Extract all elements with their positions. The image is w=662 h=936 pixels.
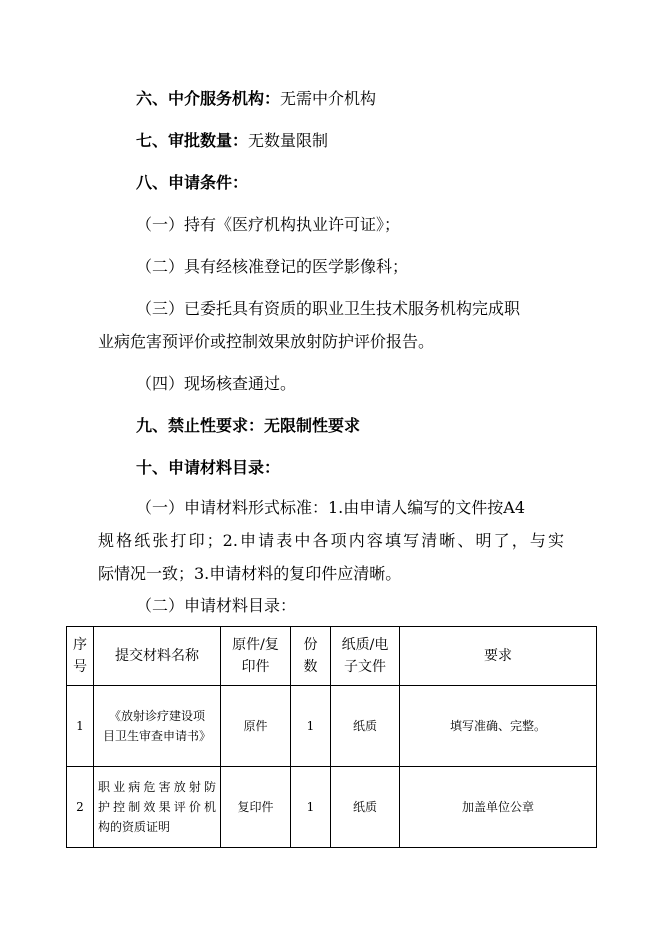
row2-req: 加盖单位公章	[400, 767, 597, 848]
condition-1: （一）持有《医疗机构执业许可证》；	[136, 215, 401, 234]
section-10-heading: 十、申请材料目录：	[136, 458, 281, 477]
row1-copies: 1	[291, 686, 331, 767]
section-6	[136, 89, 376, 109]
table-header-row	[67, 627, 597, 686]
header-req: 要求	[400, 627, 597, 686]
header-copies: 份 数	[291, 627, 331, 686]
row2-copies: 1	[291, 767, 331, 848]
row1-seq: 1	[67, 686, 94, 767]
section-7-value: 无数量限制	[248, 131, 329, 150]
materials-standard-line2: 规格纸张打印；2.申请表中各项内容填写清晰、明了，与实	[98, 531, 564, 550]
materials-standard-line3: 际情况一致；3.申请材料的复印件应清晰。	[98, 564, 402, 583]
condition-3-line1: （三）已委托具有资质的职业卫生技术服务机构完成职	[136, 299, 521, 318]
section-8-heading: 八、申请条件：	[136, 173, 249, 192]
row2-name: 职业病危害放射防 护控制效果评价机 构的资质证明	[94, 767, 221, 848]
header-medium: 纸质/电 子文件	[331, 627, 400, 686]
row2-seq: 2	[67, 767, 94, 848]
section-7	[136, 131, 328, 151]
row2-medium: 纸质	[331, 767, 400, 848]
table-row	[67, 767, 597, 848]
header-seq: 序 号	[67, 627, 94, 686]
condition-3-line2: 业病危害预评价或控制效果放射防护评价报告。	[98, 332, 435, 351]
section-9-heading: 九、禁止性要求：无限制性要求	[136, 416, 361, 435]
table-row	[67, 686, 597, 767]
section-7-heading: 七、审批数量：	[136, 131, 249, 150]
row1-medium: 纸质	[331, 686, 400, 767]
materials-standard-line1: （一）申请材料形式标准：1.由申请人编写的文件按A4	[136, 498, 526, 517]
row1-type: 原件	[221, 686, 291, 767]
materials-list-heading: （二）申请材料目录：	[136, 596, 297, 615]
section-6-value: 无需中介机构	[280, 89, 377, 108]
section-6-heading: 六、中介服务机构：	[136, 89, 281, 108]
condition-2: （二）具有经核准登记的医学影像科；	[136, 257, 409, 276]
condition-4: （四）现场核查通过。	[136, 374, 297, 393]
materials-table	[66, 626, 597, 848]
header-type: 原件/复 印件	[221, 627, 291, 686]
row1-name: 《放射诊疗建设项 目卫生审查申请书》	[94, 686, 221, 767]
header-name: 提交材料名称	[94, 627, 221, 686]
row1-req: 填写准确、完整。	[400, 686, 597, 767]
row2-type: 复印件	[221, 767, 291, 848]
